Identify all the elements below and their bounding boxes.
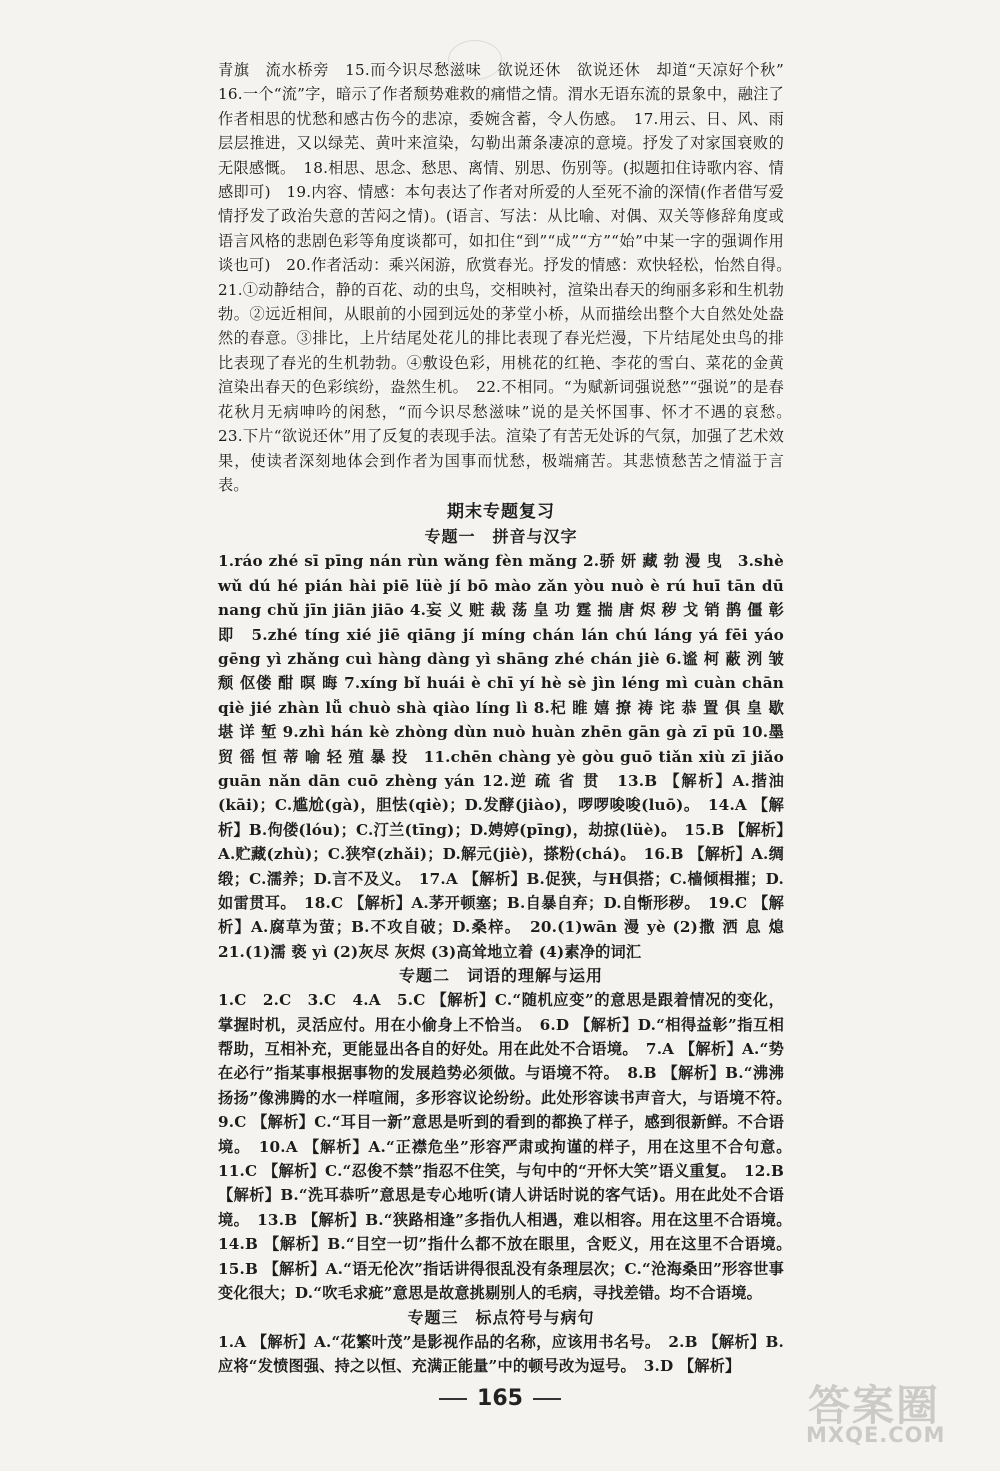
topic-1-answers: 1.ráo zhé sī pīng nán rùn wǎng fèn mǎng 2.骄 妍 藏 勃 漫 曳 3.shè wǔ dú hé pián hài piē lüè jí bō mào zǎn yòu nuò è rú huī tān dū nang chǔ jīn jiān jiāo 4.妄 义 赃 裁 荡 皇 功 霆 揣 唐 烬 秽 戈 销 鹊 僵 彰 即 5.zhé tíng xié jiē qiāng jí míng chán lán chú láng yá fēi yáo gēng yì zhǎng cuì hàng dàng yì shāng zhé chán jiè 6.谧 柯 蔽 洌 皱 颓 伛偻 酣 暝 晦 7.xíng bǐ huái è chī yí hè sè jìn léng mì cuàn chān qiè jié zhàn lǚ chuò shà qiào líng lì 8.杞 睢 嬉 撩 祷 诧 恭 置 俱 皇 歇 堪 详 堑 9.zhì hán kè zhòng dùn nuò huàn zhēn gān gà zī pū 10.墨 贸 徭 恒 蒂 喻 轻 殖 暴 投 11.chēn chàng yè gòu guō tiǎn xiù zī jiǎo guān nǎn dān cuō zhèng yán 12.逆 疏 省 贯 13.B 【解析】A.揩油(kāi)；C.尴尬(gà)，胆怯(qiè)；D.发酵(jiào)，啰啰唆唆(luō)。 14.A 【解析】B.佝偻(lóu)；C.汀兰(tīng)；D.娉婷(pīng)，劫掠(lüè)。 15.B 【解析】A.贮藏(zhù)；C.狭窄(zhǎi)；D.解元(jiè)，搽粉(chá)。 16.B 【解析】A.绸缎；C.濡养；D.言不及义。 17.A 【解析】B.促狭，与H倶搭；C.樯倾楫摧；D.如雷贯耳。 18.C 【解析】A.茅开顿塞；B.自暴自弃；D.自惭形秽。 19.C 【解析】A.腐草为萤；B.不攻自破；D.桑梓。 20.(1)wān 漫 yè (2)撒 洒 息 熄 21.(1)濡 亵 yì (2)灰尽 灰烬 (3)高耸地立着 (4)素净的词汇: [218, 552, 800, 961]
topic-3-answers: 1.A 【解析】A.“花繁叶茂”是影视作品的名称，应该用书名号。 2.B 【解析】B.应将“发愤图强、持之以恒、充满正能量”中的顿号改为逗号。 3.D 【解析】: [218, 1332, 784, 1375]
topic-2-title: 专题二 词语的理解与运用: [398, 966, 603, 986]
watermark-url: MXQE.COM: [806, 1423, 946, 1447]
watermark-logo-text: 答案圈: [808, 1381, 941, 1430]
topic-3-title: 专题三 标点符号与病句: [407, 1307, 595, 1327]
page-number-value: 165: [477, 1386, 523, 1411]
page-number-dash-right: [533, 1398, 561, 1400]
site-watermark: [786, 1373, 976, 1451]
topic-2-answers: 1.C 2.C 3.C 4.A 5.C 【解析】C.“随机应变”的意思是跟着情况的变化，掌握时机，灵活应付。用在小偷身上不恰当。 6.D 【解析】D.“相得益彰”指互相帮助，互相补充，更能显出各自的好处。用在此处不合语境。 7.A 【解析】A.“势在必行”指某事根据事物的发展趋势必须做。与语境不符。 8.B 【解析】B.“沸沸扬扬”像沸腾的水一样喧闹，多形容议论纷纷。此处形容读书声音大，与语境不符。 9.C 【解析】C.“耳目一新”意思是听到的看到的都换了样子，感到很新鲜。不合语境。 10.A 【解析】A.“正襟危坐”形容严肃或拘谨的样子，用在这里不合句意。 11.C 【解析】C.“忍俊不禁”指忍不住笑，与句中的“开怀大笑”语义重复。 12.B 【解析】B.“洗耳恭听”意思是专心地听(请人讲话时说的客气话)。用在此处不合语境。 13.B 【解析】B.“狭路相逢”多指仇人相遇，难以相容。用在这里不合语境。 14.B 【解析】B.“目空一切”指什么都不放在眼里，含贬义，用在这里不合语境。 15.B 【解析】A.“语无伦次”指话讲得很乱没有条理层次；C.“沧海桑田”形容世事变化很大；D.“吹毛求疵”意思是故意挑剔别人的毛病，寻找差错。均不合语境。: [218, 991, 800, 1303]
section-title: 期末专题复习: [447, 502, 555, 523]
answer-page: [218, 58, 800, 1378]
page-number-dash-left: [439, 1398, 467, 1400]
topic-1-title: 专题一 拼音与汉字: [424, 527, 578, 547]
body-paragraph: 青旗 流水桥旁 15.而今识尽愁滋味 欲说还休 欲说还休 却道“天凉好个秋” 16.一个“流”字，暗示了作者颓势难救的痛惜之情。渭水无语东流的景象中，融注了作者相思的忧愁和感古伤今的悲凉，委婉含蓄，令人伤感。 17.用云、日、风、雨层层推进，又以绿芜、黄叶来渲染，勾勒出萧条凄凉的意境。抒发了对家国衰败的无限感慨。 18.相思、思念、愁思、离情、别思、伤别等。(拟题扣住诗歌内容、情感即可) 19.内容、情感：本句表达了作者对所爱的人至死不渝的深情(作者借写爱情抒发了政治失意的苦闷之情)。(语言、写法：从比喻、对偶、双关等修辞角度或语言风格的悲剧色彩等角度谈都可，如扣住“到”“成”“方”“始”中某一字的强调作用谈也可) 20.作者活动：乘兴闲游，欣赏春光。抒发的情感：欢快轻松，怡然自得。 21.①动静结合，静的百花、动的虫鸟，交相映衬，渲染出春天的绚丽多彩和生机勃勃。②远近相间，从眼前的小园到远处的茅堂小桥，从而描绘出整个大自然处处盎然的春意。③排比，上片结尾处花儿的排比表现了春光烂漫，下片结尾处虫鸟的排比表现了春光的生机勃勃。④敷设色彩，用桃花的红艳、李花的雪白、菜花的金黄渲染出春天的色彩缤纷，盎然生机。 22.不相同。“为赋新词强说愁”“强说”的是春花秋月无病呻吟的闲愁，“而今识尽愁滋味”说的是关怀国事、怀才不遇的哀愁。 23.下片“欲说还休”用了反复的表现手法。渲染了有苦无处诉的气氛，加强了艺术效果，使读者深刻地体会到作者为国事而忧愁，极端痛苦。其悲愤愁苦之情溢于言表。: [218, 61, 800, 494]
